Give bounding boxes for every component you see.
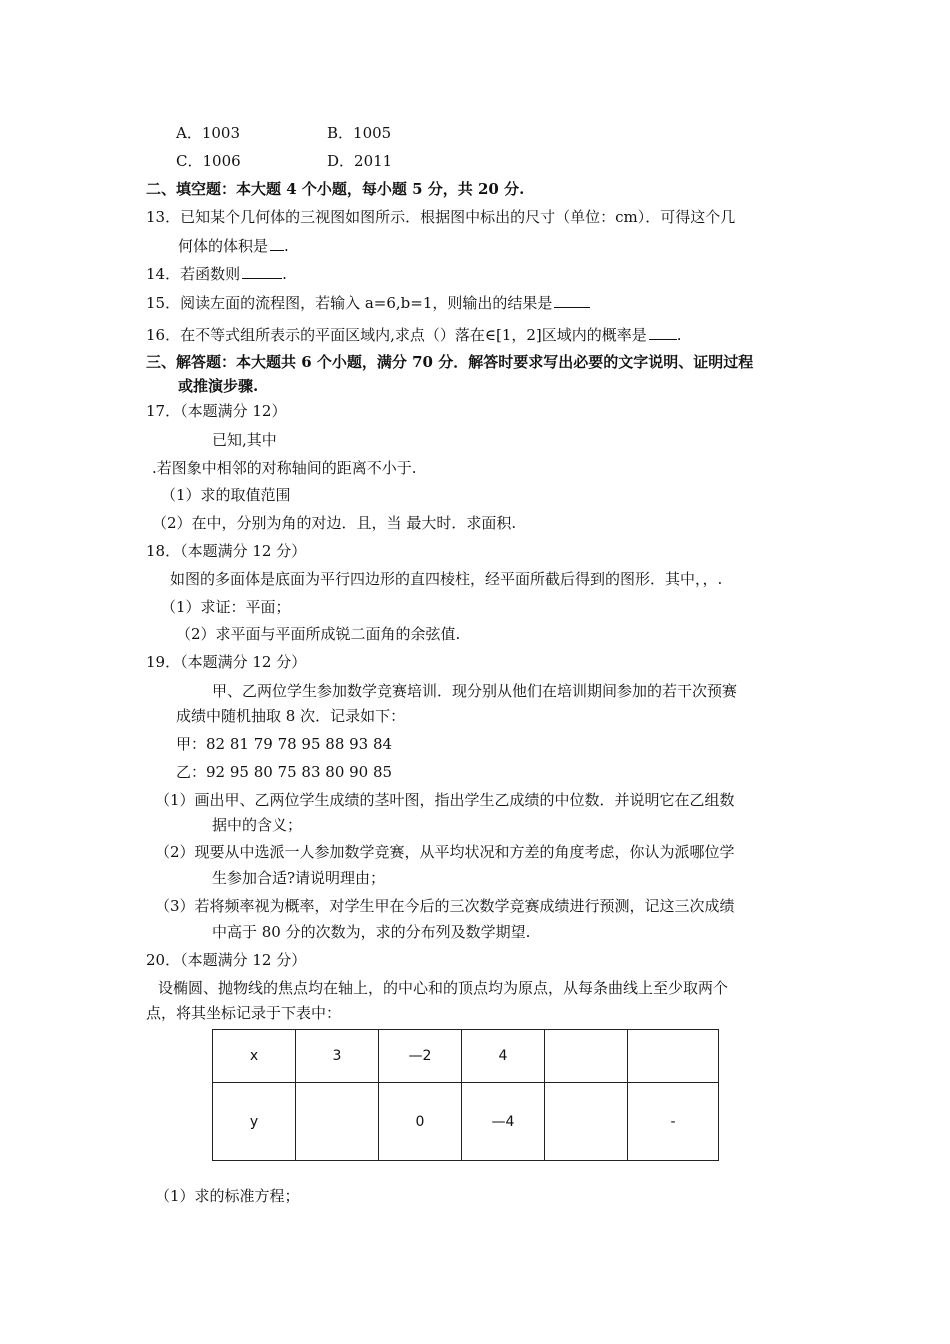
answer-blank bbox=[649, 324, 677, 340]
coordinate-table bbox=[212, 1029, 719, 1161]
q18-line1: 如图的多面体是底面为平行四边形的直四棱柱，经平面所截后得到的图形．其中，，. bbox=[170, 570, 723, 588]
table-cell: —4 bbox=[462, 1083, 545, 1161]
q19-yi-scores: 乙：92 95 80 75 83 80 90 85 bbox=[176, 763, 393, 781]
table-cell bbox=[296, 1083, 379, 1161]
q19-part1-line2: 据中的含义； bbox=[212, 816, 303, 834]
q19-part3-line2: 中高于 80 分的次数为，求的分布列及数学期望. bbox=[212, 923, 531, 941]
q19-jia-scores: 甲：82 81 79 78 95 88 93 84 bbox=[176, 735, 393, 753]
q14-end: . bbox=[282, 265, 287, 283]
q20-line2: 点，将其坐标记录于下表中： bbox=[146, 1004, 342, 1022]
q16-end: . bbox=[676, 326, 682, 344]
q17-part1: （1）求的取值范围 bbox=[161, 486, 291, 504]
q17-line1: 已知,其中 bbox=[212, 431, 277, 449]
q19-part2-line1: （2）现要从中选派一人参加数学竞赛，从平均状况和方差的角度考虑，你认为派哪位学 bbox=[155, 843, 735, 861]
q17-part2: （2）在中，分别为角的对边．且，当 最大时．求面积. bbox=[152, 514, 517, 532]
table-cell: x bbox=[213, 1030, 296, 1083]
q16-text: 16．在不等式组所表示的平面区域内,求点（）落在∈[1，2]区域内的概率是 bbox=[146, 326, 647, 344]
q13-line1: 13．已知某个几何体的三视图如图所示．根据图中标出的尺寸（单位：cm）．可得这个几 bbox=[146, 208, 736, 226]
table-cell: - bbox=[628, 1083, 719, 1161]
q19-line1: 甲、乙两位学生参加数学竞赛培训．现分别从他们在培训期间参加的若干次预赛 bbox=[212, 682, 738, 700]
q15 bbox=[146, 292, 590, 313]
option-b: B．1005 bbox=[327, 124, 392, 142]
option-a: A．1003 bbox=[176, 124, 241, 142]
q16 bbox=[146, 324, 682, 345]
section3-line2: 或推演步骤. bbox=[178, 377, 259, 395]
table-cell: 4 bbox=[462, 1030, 545, 1083]
option-d: D．2011 bbox=[327, 152, 393, 170]
q19-line2: 成绩中随机抽取 8 次．记录如下： bbox=[176, 707, 406, 725]
q15-text: 15．阅读左面的流程图，若输入 a=6,b=1，则输出的结果是 bbox=[146, 294, 553, 312]
table-row bbox=[213, 1083, 719, 1161]
q20-line1: 设椭圆、抛物线的焦点均在轴上，的中心和的顶点均为原点，从每条曲线上至少取两个 bbox=[158, 979, 729, 997]
table-cell: y bbox=[213, 1083, 296, 1161]
q14 bbox=[146, 263, 287, 284]
q13-text: 何体的体积是 bbox=[178, 237, 269, 255]
option-c: C．1006 bbox=[176, 152, 241, 170]
q19-part2-line2: 生参加合适?请说明理由； bbox=[212, 869, 386, 887]
section3-line1: 三、解答题：本大题共 6 个小题，满分 70 分．解答时要求写出必要的文字说明、证明过程 bbox=[146, 353, 754, 371]
q13-end: . bbox=[284, 237, 289, 255]
section2-title: 二、填空题：本大题 4 个小题，每小题 5 分，共 20 分. bbox=[146, 180, 525, 198]
q20-head: 20．（本题满分 12 分） bbox=[146, 951, 307, 969]
table-cell: —2 bbox=[379, 1030, 462, 1083]
q19-head: 19．（本题满分 12 分） bbox=[146, 653, 307, 671]
q17-head: 17．（本题满分 12） bbox=[146, 402, 287, 420]
q20-part1: （1）求的标准方程； bbox=[155, 1187, 300, 1205]
q18-head: 18．（本题满分 12 分） bbox=[146, 542, 307, 560]
table-cell: 0 bbox=[379, 1083, 462, 1161]
table-cell bbox=[545, 1083, 628, 1161]
answer-blank bbox=[554, 292, 590, 308]
q17-line2: .若图象中相邻的对称轴间的距离不小于. bbox=[152, 459, 417, 477]
table-row bbox=[213, 1030, 719, 1083]
answer-blank bbox=[242, 263, 282, 279]
q18-part2: （2）求平面与平面所成锐二面角的余弦值. bbox=[176, 625, 461, 643]
answer-blank bbox=[270, 235, 284, 251]
q13-line2 bbox=[178, 235, 289, 256]
q19-part1-line1: （1）画出甲、乙两位学生成绩的茎叶图，指出学生乙成绩的中位数．并说明它在乙组数 bbox=[155, 791, 735, 809]
table-cell bbox=[545, 1030, 628, 1083]
table-cell: 3 bbox=[296, 1030, 379, 1083]
q19-part3-line1: （3）若将频率视为概率，对学生甲在今后的三次数学竞赛成绩进行预测，记这三次成绩 bbox=[155, 897, 735, 915]
q14-text: 14．若函数则 bbox=[146, 265, 241, 283]
table-cell bbox=[628, 1030, 719, 1083]
q18-part1: （1）求证：平面； bbox=[161, 598, 291, 616]
